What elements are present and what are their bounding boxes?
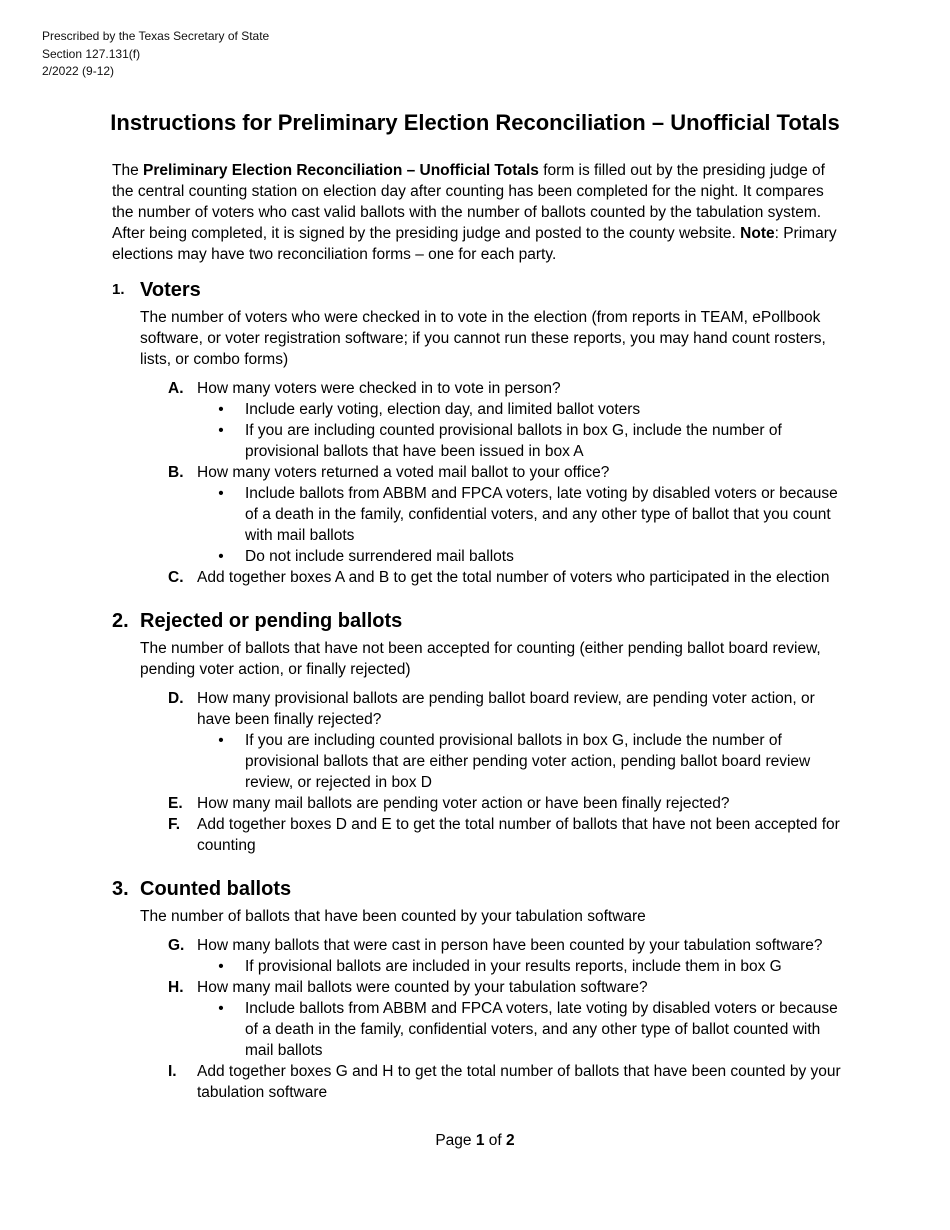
form-header bbox=[42, 28, 269, 81]
section-title: Voters bbox=[140, 279, 201, 301]
bullet-text: If you are including counted provisional ballots in box G, include the number of provisional ballots that are either pending voter action, pending ballot board review review, or rejected in box D bbox=[245, 732, 811, 791]
section-rejected-pending bbox=[112, 608, 847, 856]
item-h bbox=[168, 977, 847, 1061]
page-label: Page bbox=[435, 1132, 476, 1149]
item-letter: B. bbox=[168, 464, 184, 481]
section-number: 1. bbox=[112, 281, 125, 298]
item-text: How many ballots that were cast in person have been counted by your tabulation software? bbox=[197, 937, 823, 954]
bullet-icon: • bbox=[218, 401, 224, 418]
item-text: How many provisional ballots are pending ballot board review, are pending voter action, or have been finally rejected? bbox=[197, 690, 815, 728]
item-text: How many mail ballots were counted by your tabulation software? bbox=[197, 979, 648, 996]
item-letter: G. bbox=[168, 937, 185, 954]
instructions-body bbox=[112, 160, 847, 1103]
bullet-item bbox=[197, 730, 847, 793]
item-letter: E. bbox=[168, 795, 183, 812]
header-prescribed: Prescribed by the Texas Secretary of State bbox=[42, 29, 270, 43]
section-voters bbox=[112, 277, 847, 588]
bullet-icon: • bbox=[218, 485, 224, 502]
bullet-icon: • bbox=[218, 548, 224, 565]
bullet-item bbox=[197, 956, 847, 977]
item-text: Add together boxes G and H to get the total number of ballots that have been counted by your tabulation software bbox=[197, 1063, 841, 1101]
intro-form-name: Preliminary Election Reconciliation – Unofficial Totals bbox=[143, 162, 539, 179]
item-text: Add together boxes A and B to get the total number of voters who participated in the election bbox=[197, 569, 830, 586]
bullet-item bbox=[197, 998, 847, 1061]
item-letter: C. bbox=[168, 569, 184, 586]
section-heading bbox=[112, 277, 847, 303]
bullet-item bbox=[197, 483, 847, 546]
bullet-text: If you are including counted provisional ballots in box G, include the number of provisional ballots that have been issued in box A bbox=[245, 422, 782, 460]
item-i bbox=[168, 1061, 847, 1103]
bullet-icon: • bbox=[218, 1000, 224, 1017]
bullet-icon: • bbox=[218, 732, 224, 749]
intro-note-label: Note bbox=[740, 225, 775, 242]
page-total: 2 bbox=[506, 1132, 515, 1149]
item-text: Add together boxes D and E to get the total number of ballots that have not been accepted for counting bbox=[197, 816, 840, 854]
item-text: How many voters were checked in to vote in person? bbox=[197, 380, 561, 397]
item-f bbox=[168, 814, 847, 856]
item-letter: F. bbox=[168, 816, 181, 833]
item-text: How many voters returned a voted mail ballot to your office? bbox=[197, 464, 610, 481]
item-a bbox=[168, 378, 847, 462]
bullet-text: If provisional ballots are included in your results reports, include them in box G bbox=[245, 958, 782, 975]
page-title: Instructions for Preliminary Election Reconciliation – Unofficial Totals bbox=[110, 110, 840, 135]
section-title: Counted ballots bbox=[140, 878, 292, 900]
page-current: 1 bbox=[475, 1132, 485, 1149]
bullet-text: Include ballots from ABBM and FPCA voters, late voting by disabled voters or because of a death in the family, confidential voters, and any other type of ballot counted with mail ballots bbox=[245, 1000, 838, 1059]
intro-text: form is filled out by the presiding judge of the central counting station on election day after counting has been completed for the night. It compares the number of voters who cast valid ballots with the number of ballots counted by the tabulation system. After being completed, it is signed by the presiding judge and posted to the county website. bbox=[112, 162, 825, 242]
bullet-icon: • bbox=[218, 958, 224, 975]
section-heading bbox=[112, 608, 847, 634]
item-text: How many mail ballots are pending voter action or have been finally rejected? bbox=[197, 795, 730, 812]
item-e bbox=[168, 793, 847, 814]
item-b bbox=[168, 462, 847, 567]
section-number: 2. bbox=[112, 610, 129, 632]
item-letter: I. bbox=[168, 1063, 177, 1080]
item-letter: A. bbox=[168, 380, 184, 397]
intro-lead: The bbox=[112, 162, 144, 179]
item-d bbox=[168, 688, 847, 793]
bullet-icon: • bbox=[218, 422, 224, 439]
item-letter: D. bbox=[168, 690, 184, 707]
section-description: The number of voters who were checked in to vote in the election (from reports in TEAM, ePollbook software, or voter registration software; if you cannot run these reports, you may hand count rosters, lists, or combo forms) bbox=[140, 309, 826, 368]
header-date: 2/2022 (9-12) bbox=[42, 64, 115, 78]
bullet-item bbox=[197, 546, 847, 567]
section-heading bbox=[112, 876, 847, 902]
item-c bbox=[168, 567, 847, 588]
section-description: The number of ballots that have been counted by your tabulation software bbox=[140, 908, 646, 925]
page-footer bbox=[0, 1132, 950, 1150]
bullet-item bbox=[197, 399, 847, 420]
bullet-text: Include ballots from ABBM and FPCA voters, late voting by disabled voters or because of a death in the family, confidential voters, and any other type of ballot that you count with mail ballots bbox=[245, 485, 838, 544]
item-g bbox=[168, 935, 847, 977]
header-section: Section 127.131(f) bbox=[42, 46, 141, 61]
bullet-item bbox=[197, 420, 847, 462]
section-title: Rejected or pending ballots bbox=[140, 610, 403, 632]
bullet-text: Include early voting, election day, and limited ballot voters bbox=[245, 401, 641, 418]
bullet-text: Do not include surrendered mail ballots bbox=[245, 548, 514, 565]
page-of: of bbox=[484, 1132, 507, 1149]
intro-note-text: : Primary elections may have two reconciliation forms – one for each party. bbox=[112, 225, 837, 263]
intro-paragraph bbox=[112, 160, 847, 265]
section-counted bbox=[112, 876, 847, 1103]
item-letter: H. bbox=[168, 979, 184, 996]
section-description: The number of ballots that have not been accepted for counting (either pending ballot board review, pending voter action, or finally rejected) bbox=[140, 640, 821, 678]
section-number: 3. bbox=[112, 878, 129, 900]
